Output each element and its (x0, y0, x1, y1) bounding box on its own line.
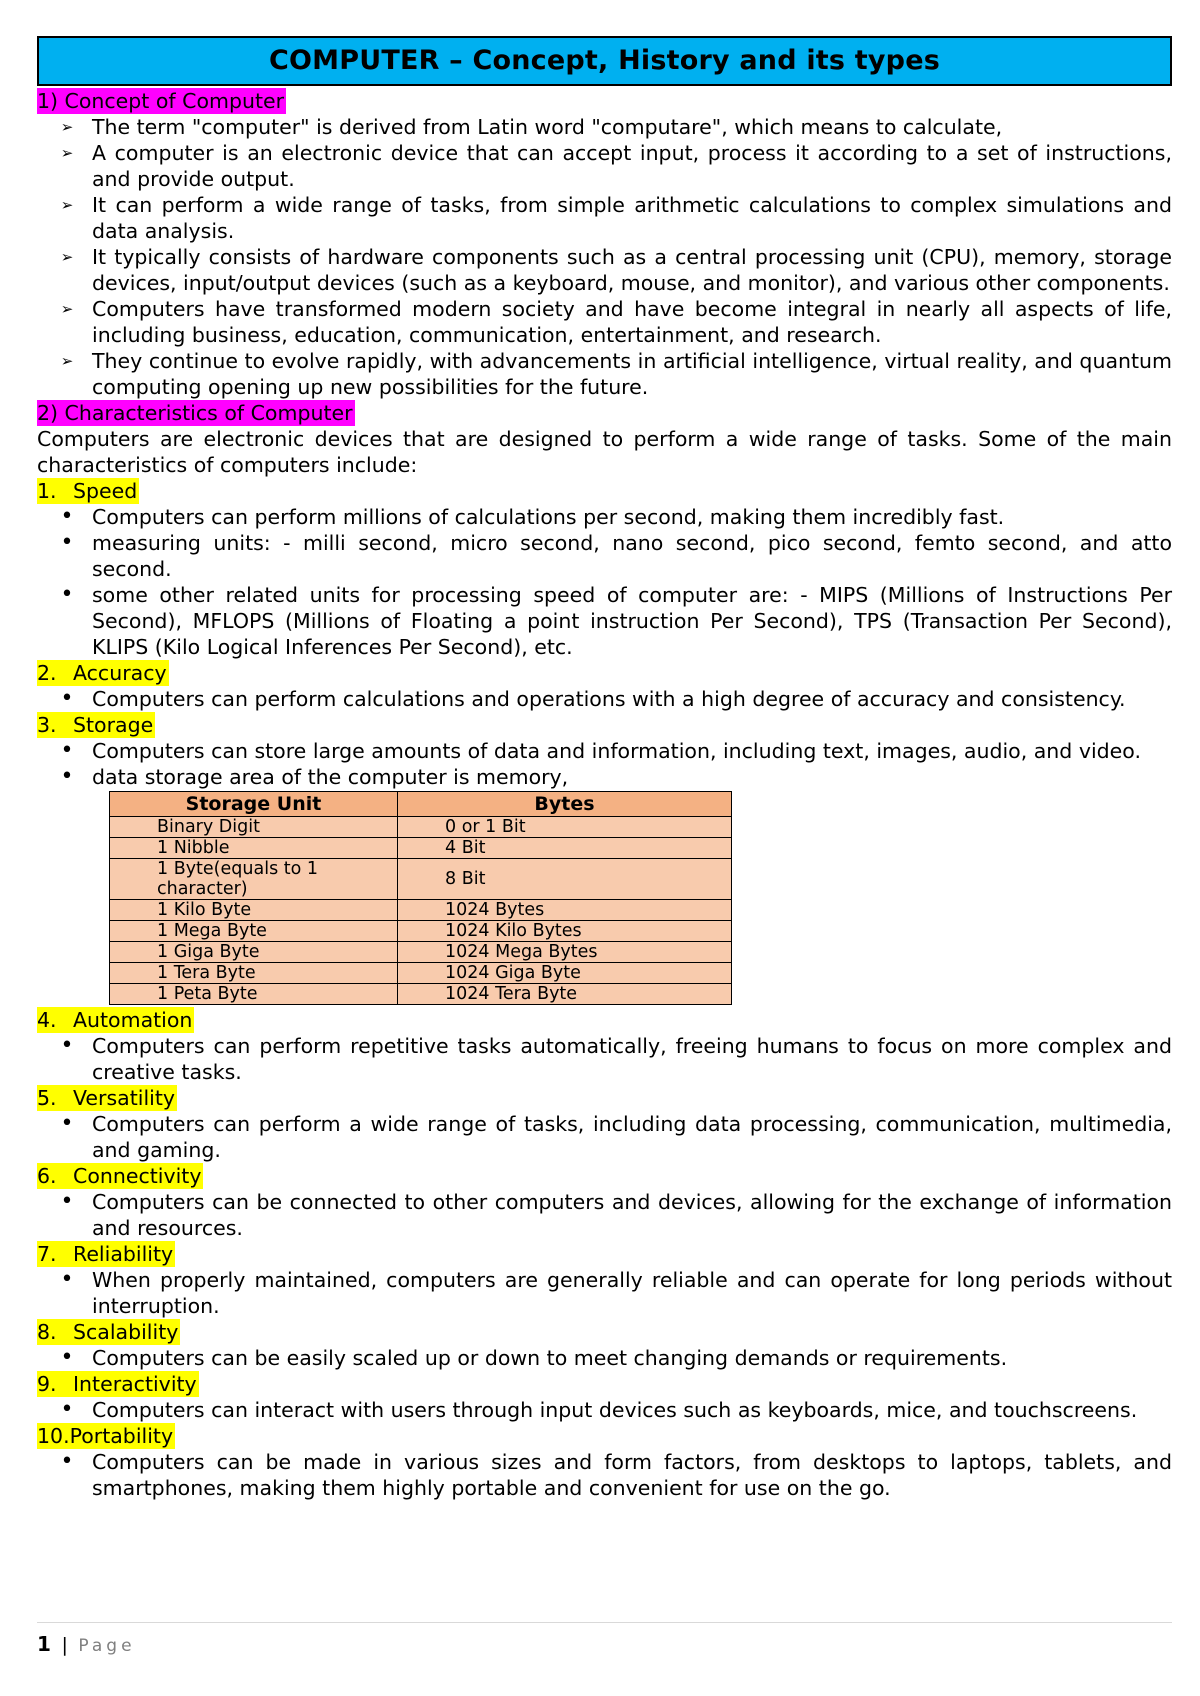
connectivity-bullet-list (37, 1189, 1172, 1241)
concept-bullet: ➢ They continue to evolve rapidly, with advancements in artificial intelligence, virtual reality, and quantum computing opening up new possibilities for the future. (37, 348, 1172, 400)
list-item: • When properly maintained, computers are generally reliable and can operate for long periods without interruption. (37, 1267, 1172, 1319)
accuracy-bullet-list (37, 686, 1172, 712)
table-cell: 1 Peta Byte (110, 984, 398, 1005)
bullet-dot-icon: • (60, 1111, 74, 1136)
list-item: • Computers can be connected to other computers and devices, allowing for the exchange of information and resources. (37, 1189, 1172, 1241)
table-row (110, 838, 732, 859)
arrow-bullet-icon: ➢ (60, 300, 74, 318)
bullet-dot-icon: • (60, 1449, 74, 1474)
characteristic-heading-scalability: 8. Scalability (37, 1320, 179, 1344)
characteristic-heading-reliability: 7. Reliability (37, 1242, 174, 1266)
document-title-box (37, 36, 1172, 86)
table-row (110, 921, 732, 942)
table-cell: 0 or 1 Bit (398, 817, 732, 838)
list-item: • Computers can perform millions of calculations per second, making them incredibly fast. (37, 504, 1172, 530)
bullet-dot-icon: • (60, 738, 74, 763)
characteristic-heading-interactivity: 9. Interactivity (37, 1372, 197, 1396)
table-cell: 4 Bit (398, 838, 732, 859)
concept-bullet: ➢ The term "computer" is derived from Latin word "computare", which means to calculate, (37, 114, 1172, 140)
list-item: • data storage area of the computer is memory, (37, 764, 1172, 790)
bullet-dot-icon: • (60, 1267, 74, 1292)
list-item: • Computers can perform a wide range of tasks, including data processing, communication, multimedia, and gaming. (37, 1111, 1172, 1163)
page-label: Page (78, 1636, 136, 1656)
section-heading-concept: 1) Concept of Computer (37, 89, 285, 113)
table-cell: 1024 Mega Bytes (398, 942, 732, 963)
interactivity-bullet-list (37, 1397, 1172, 1423)
bullet-dot-icon: • (60, 582, 74, 607)
concept-bullet: ➢ It typically consists of hardware components such as a central processing unit (CPU), memory, storage devices, input/output devices (such as a keyboard, mouse, and monitor), and various other components. (37, 244, 1172, 296)
table-row (110, 942, 732, 963)
concept-bullet: ➢ It can perform a wide range of tasks, from simple arithmetic calculations to complex simulations and data analysis. (37, 192, 1172, 244)
characteristic-heading-speed: 1. Speed (37, 479, 138, 503)
table-row (110, 859, 732, 900)
arrow-bullet-icon: ➢ (60, 352, 74, 370)
section-heading-characteristics: 2) Characteristics of Computer (37, 401, 353, 425)
bullet-dot-icon: • (60, 1397, 74, 1422)
table-cell: 1 Kilo Byte (110, 900, 398, 921)
table-cell: 1 Nibble (110, 838, 398, 859)
characteristic-heading-connectivity: 6. Connectivity (37, 1164, 202, 1188)
document-body (37, 36, 1172, 1501)
column-header-bytes: Bytes (398, 792, 732, 817)
characteristic-heading-automation: 4. Automation (37, 1008, 193, 1032)
footer-separator: | (61, 1634, 68, 1656)
characteristic-heading-accuracy: 2. Accuracy (37, 661, 167, 685)
list-item: • Computers can perform repetitive tasks automatically, freeing humans to focus on more complex and creative tasks. (37, 1033, 1172, 1085)
bullet-dot-icon: • (60, 504, 74, 529)
concept-bullet: ➢ A computer is an electronic device that can accept input, process it according to a set of instructions, and provide output. (37, 140, 1172, 192)
list-item: • measuring units: - milli second, micro second, nano second, pico second, femto second, and atto second. (37, 530, 1172, 582)
column-header-storage-unit: Storage Unit (110, 792, 398, 817)
versatility-bullet-list (37, 1111, 1172, 1163)
bullet-dot-icon: • (60, 1189, 74, 1214)
bullet-dot-icon: • (60, 1345, 74, 1370)
characteristic-heading-versatility: 5. Versatility (37, 1086, 176, 1110)
page-number: 1 (37, 1632, 51, 1656)
table-cell: 1 Byte(equals to 1 character) (110, 859, 398, 900)
bullet-dot-icon: • (60, 530, 74, 555)
section-characteristics (37, 400, 1172, 1501)
table-cell: 1024 Bytes (398, 900, 732, 921)
reliability-bullet-list (37, 1267, 1172, 1319)
document-title: COMPUTER – Concept, History and its types (268, 45, 940, 76)
arrow-bullet-icon: ➢ (60, 248, 74, 266)
table-cell: 1024 Giga Byte (398, 963, 732, 984)
list-item: • Computers can perform calculations and operations with a high degree of accuracy and consistency. (37, 686, 1172, 712)
table-cell: 1024 Tera Byte (398, 984, 732, 1005)
table-header-row (110, 792, 732, 817)
table-cell: 1 Tera Byte (110, 963, 398, 984)
table-cell: Binary Digit (110, 817, 398, 838)
concept-bullet: ➢ Computers have transformed modern society and have become integral in nearly all aspects of life, including business, education, communication, entertainment, and research. (37, 296, 1172, 348)
portability-bullet-list (37, 1449, 1172, 1501)
page-footer (37, 1622, 1172, 1659)
characteristics-intro: Computers are electronic devices that are designed to perform a wide range of tasks. Some of the main characteristics of computers include: (37, 427, 1172, 477)
list-item: • Computers can be easily scaled up or down to meet changing demands or requirements. (37, 1345, 1172, 1371)
list-item: • Computers can store large amounts of data and information, including text, images, audio, and video. (37, 738, 1172, 764)
characteristic-heading-storage: 3. Storage (37, 713, 154, 737)
bullet-dot-icon: • (60, 686, 74, 711)
list-item: • Computers can interact with users through input devices such as keyboards, mice, and touchscreens. (37, 1397, 1172, 1423)
list-item: • some other related units for processing speed of computer are: - MIPS (Millions of Instructions Per Second), MFLOPS (Millions of Floating a point instruction Per Second), TPS (Transaction Per Second), KLIPS (Kilo Logical Inferences Per Second), etc. (37, 582, 1172, 660)
table-row (110, 984, 732, 1005)
table-row (110, 817, 732, 838)
arrow-bullet-icon: ➢ (60, 118, 74, 136)
table-row (110, 963, 732, 984)
arrow-bullet-icon: ➢ (60, 144, 74, 162)
speed-bullet-list (37, 504, 1172, 660)
list-item: • Computers can be made in various sizes and form factors, from desktops to laptops, tablets, and smartphones, making them highly portable and convenient for use on the go. (37, 1449, 1172, 1501)
section-concept (37, 88, 1172, 400)
automation-bullet-list (37, 1033, 1172, 1085)
bullet-dot-icon: • (60, 1033, 74, 1058)
table-cell: 1024 Kilo Bytes (398, 921, 732, 942)
table-cell: 1 Giga Byte (110, 942, 398, 963)
scalability-bullet-list (37, 1345, 1172, 1371)
table-cell: 1 Mega Byte (110, 921, 398, 942)
table-row (110, 900, 732, 921)
arrow-bullet-icon: ➢ (60, 196, 74, 214)
concept-bullet-list (37, 114, 1172, 400)
characteristic-heading-portability: 10.Portability (37, 1424, 174, 1448)
bullet-dot-icon: • (60, 764, 74, 789)
storage-bullet-list (37, 738, 1172, 790)
storage-unit-table (109, 791, 732, 1005)
table-cell: 8 Bit (398, 859, 732, 900)
